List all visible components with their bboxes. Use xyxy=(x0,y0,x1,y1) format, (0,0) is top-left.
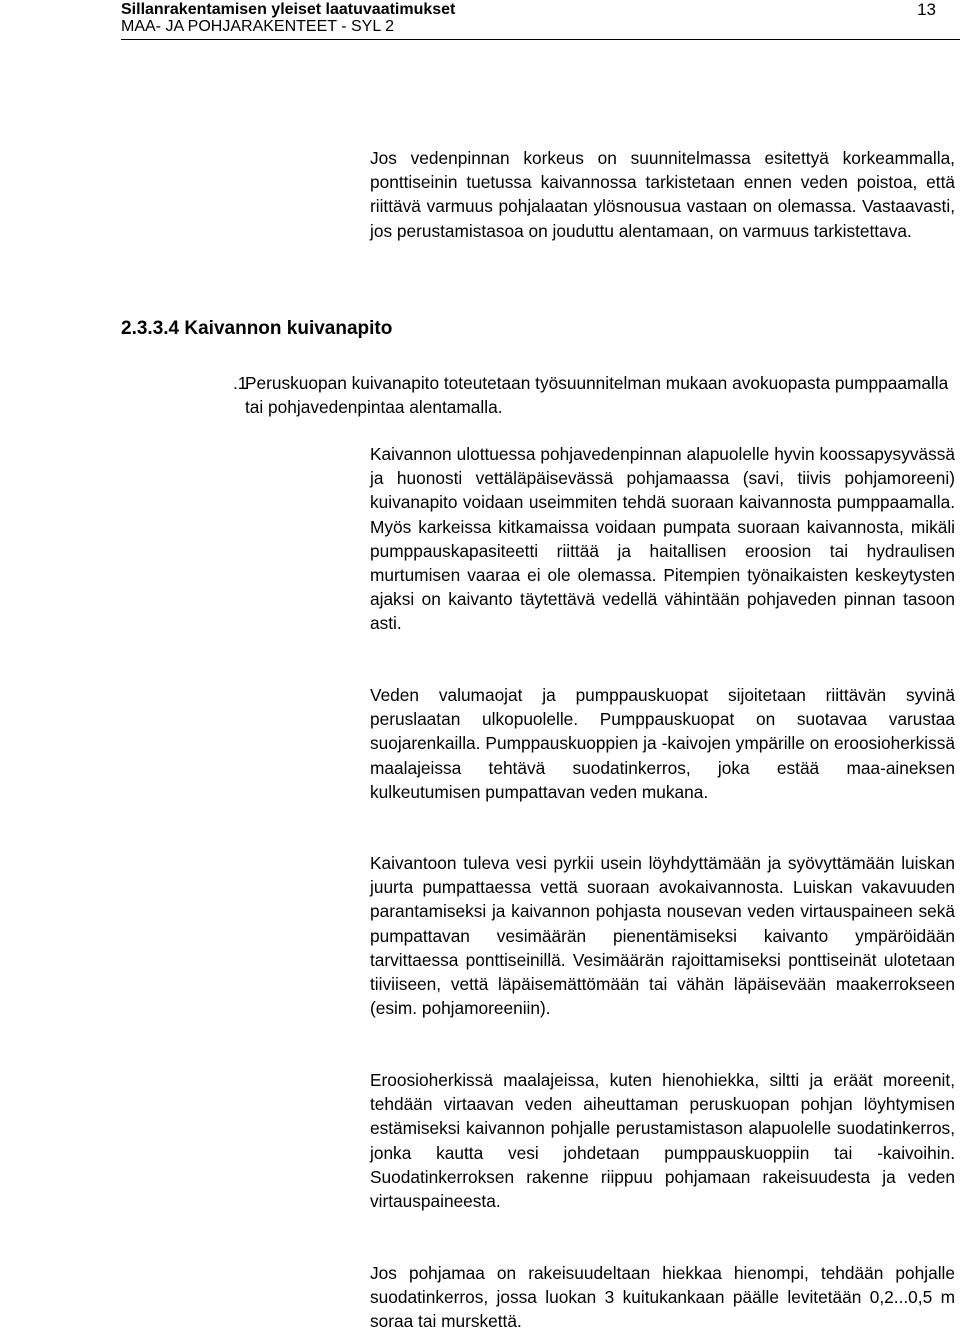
item-text: Peruskuopan kuivanapito toteutetaan työsuunnitelman mukaan avokuopasta pumppaamalla tai pohjavedenpintaa alentamalla. xyxy=(245,373,949,418)
header-divider xyxy=(121,39,960,40)
paragraph-pumping: Kaivannon ulottuessa pohjavedenpinnan alapuolelle hyvin koossapysyvässä ja huonosti vettäläpäisevässä pohjamaassa (savi, tiivis pohjamoreeni) kuivanapito voidaan useimmiten tehdä suoraan kaivannosta pumppaamalla. Myös karkeissa kitkamaissa voidaan pumpata suoraan kaivannosta, mikäli pumppauskapasiteetti riittää ja haitallisen eroosion tai hydraulisen murtumisen vaaraa ei ole olemassa. Pitempien työnaikaisten keskeytysten ajaksi on kaivanto täytettävä vedellä vähintään pohjaveden pinnan tasoon asti. xyxy=(370,444,955,634)
document-subtitle: MAA- JA POHJARAKENTEET - SYL 2 xyxy=(121,18,394,35)
paragraph-groundwater-check: Jos vedenpinnan korkeus on suunnitelmassa esitettyä korkeammalla, ponttiseinin tuetussa kaivannossa tarkistetaan ennen veden poistoa, että riittävä varmuus pohjalaatan ylösnousua vastaan on olemassa. Vastaavasti, jos perustamistasoa on jouduttu alentamaan, on varmuus tarkistettava. xyxy=(370,148,955,241)
item-number: .1 xyxy=(233,373,248,393)
paragraph-drainage: Veden valumaojat ja pumppauskuopat sijoitetaan riittävän syvinä peruslaatan ulkopuolelle. Pumppauskuopat on suotavaa varustaa suojarenkailla. Pumppauskuoppien ja -kaivojen ympärille on eroosioherkissä maalajeissa tehtävä suodatinkerros, joka estää maa-aineksen kulkeutumisen pumpattavan veden mukana. xyxy=(370,685,955,802)
paragraph-fine-soil: Jos pohjamaa on rakeisuudeltaan hiekkaa hienompi, tehdään pohjalle suodatinkerros, jossa luokan 3 kuitukankaan päälle levitetään 0,2...0,5 m soraa tai murskettä. xyxy=(370,1263,955,1332)
page-header xyxy=(121,0,960,37)
section-heading: 2.3.3.4 Kaivannon kuivanapito xyxy=(121,318,393,339)
paragraph-filter-layer: Eroosioherkissä maalajeissa, kuten hienohiekka, siltti ja eräät moreenit, tehdään virtaavan veden aiheuttaman peruskuopan pohjan löyhtymisen estämiseksi kaivannon pohjalle perustamistason alapuolelle suodatinkerros, jonka kautta vesi johdetaan pumppauskuoppiin tai -kaivoihin. Suodatinkerroksen rakenne riippuu pohjamaan rakeisuudesta ja veden virtauspaineesta. xyxy=(370,1070,955,1212)
document-title: Sillanrakentamisen yleiset laatuvaatimukset xyxy=(121,1,456,18)
page-number: 13 xyxy=(917,0,936,19)
paragraph-slope-stability: Kaivantoon tuleva vesi pyrkii usein löyhdyttämään ja syövyttämään luiskan juurta pumpattaessa vettä suoraan avokaivannosta. Luiskan vakavuuden parantamiseksi ja kaivannon pohjasta nousevan veden virtauspaineen sekä pumpattavan vesimäärän pienentämiseksi kaivanto ympäröidään tarvittaessa ponttiseinillä. Vesimäärän rajoittamiseksi ponttiseinät ulotetaan tiiviiseen, vettä läpäisemättömään tai vähän läpäisevään maakerrokseen (esim. pohjamoreeniin). xyxy=(370,853,955,1019)
